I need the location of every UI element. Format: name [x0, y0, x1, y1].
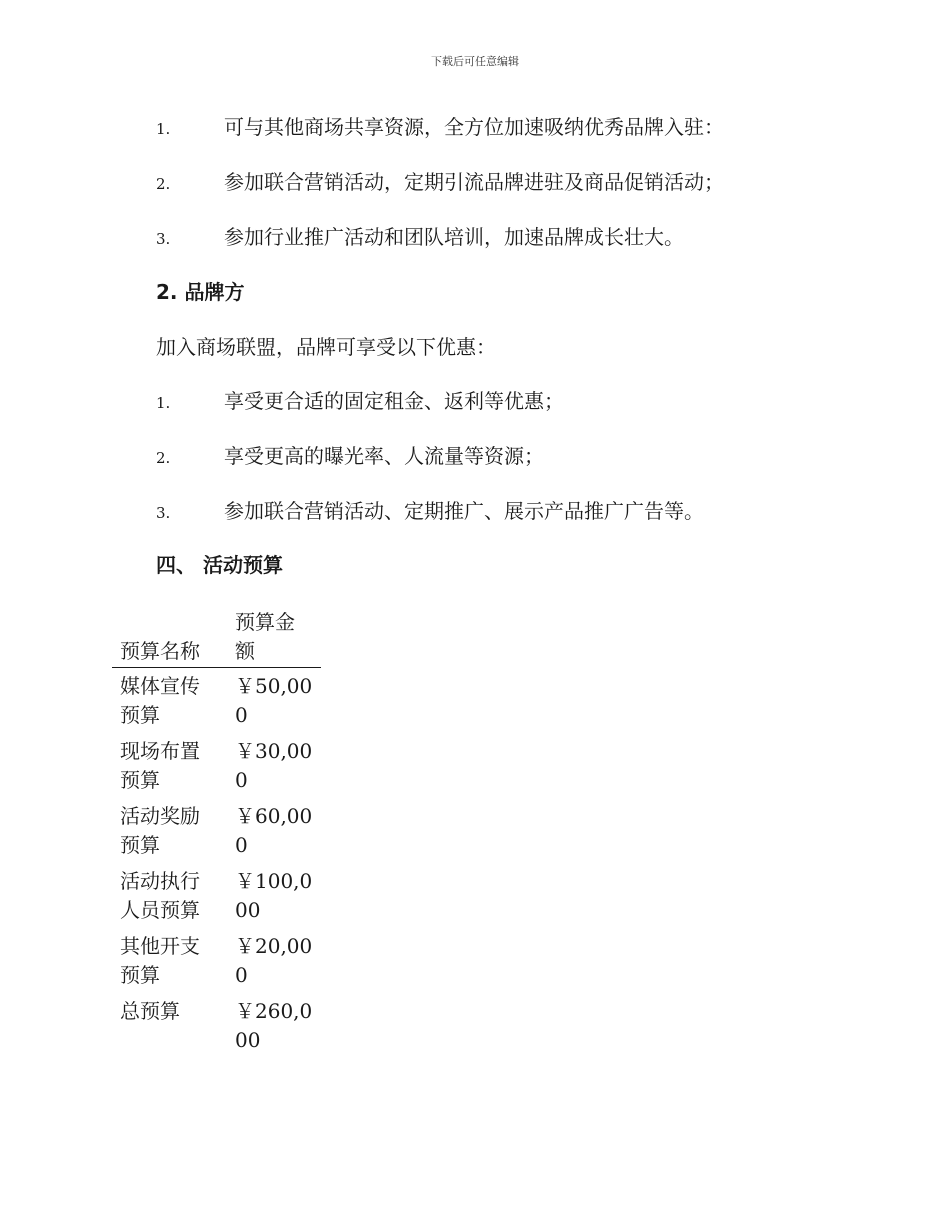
table-row: [112, 863, 321, 928]
list-item: [156, 169, 724, 197]
budget-name-cell: 现场布置预算: [120, 739, 200, 792]
list-item: [156, 498, 704, 526]
budget-name-cell: 其他开支预算: [120, 934, 200, 987]
list-text: 参加联合营销活动、定期推广、展示产品推广广告等。: [224, 499, 704, 523]
column-header-amount: 预算金额: [235, 608, 321, 668]
list-number: 3.: [156, 230, 171, 248]
budget-amount-cell: ￥20,000: [235, 934, 313, 987]
list-number: 3.: [156, 504, 171, 522]
page-header: 下载后可任意编辑: [431, 55, 519, 68]
column-header-name: 预算名称: [112, 608, 235, 668]
table-row: [112, 798, 321, 863]
budget-amount-cell: ￥260,000: [235, 999, 313, 1052]
budget-table: [112, 608, 321, 1058]
table-header-row: [112, 608, 321, 668]
budget-name-cell: 活动奖励预算: [120, 804, 200, 857]
list-number: 1.: [156, 120, 171, 138]
list-item: [156, 114, 724, 142]
budget-name-cell: 活动执行人员预算: [120, 869, 200, 922]
list-item: [156, 443, 544, 471]
budget-section-heading: 四、 活动预算: [156, 553, 283, 577]
list-item: [156, 224, 684, 252]
list-text: 享受更高的曝光率、人流量等资源；: [224, 444, 544, 468]
table-row: [112, 668, 321, 734]
budget-amount-cell: ￥30,000: [235, 739, 313, 792]
list-item: [156, 388, 564, 416]
budget-name-cell: 总预算: [120, 999, 180, 1023]
brand-section-heading: 2. 品牌方: [156, 280, 245, 304]
budget-name-cell: 媒体宣传预算: [120, 674, 200, 727]
budget-amount-cell: ￥60,000: [235, 804, 313, 857]
table-row-total: [112, 993, 321, 1058]
brand-section-intro: 加入商场联盟，品牌可享受以下优惠：: [156, 335, 496, 359]
list-text: 参加联合营销活动，定期引流品牌进驻及商品促销活动；: [224, 170, 724, 194]
list-number: 2.: [156, 175, 171, 193]
list-text: 可与其他商场共享资源，全方位加速吸纳优秀品牌入驻：: [224, 115, 724, 139]
list-text: 参加行业推广活动和团队培训，加速品牌成长壮大。: [224, 225, 684, 249]
list-number: 2.: [156, 449, 171, 467]
budget-amount-cell: ￥100,000: [235, 869, 313, 922]
list-number: 1.: [156, 394, 171, 412]
budget-amount-cell: ￥50,000: [235, 674, 313, 727]
list-text: 享受更合适的固定租金、返利等优惠；: [224, 389, 564, 413]
table-row: [112, 733, 321, 798]
table-row: [112, 928, 321, 993]
